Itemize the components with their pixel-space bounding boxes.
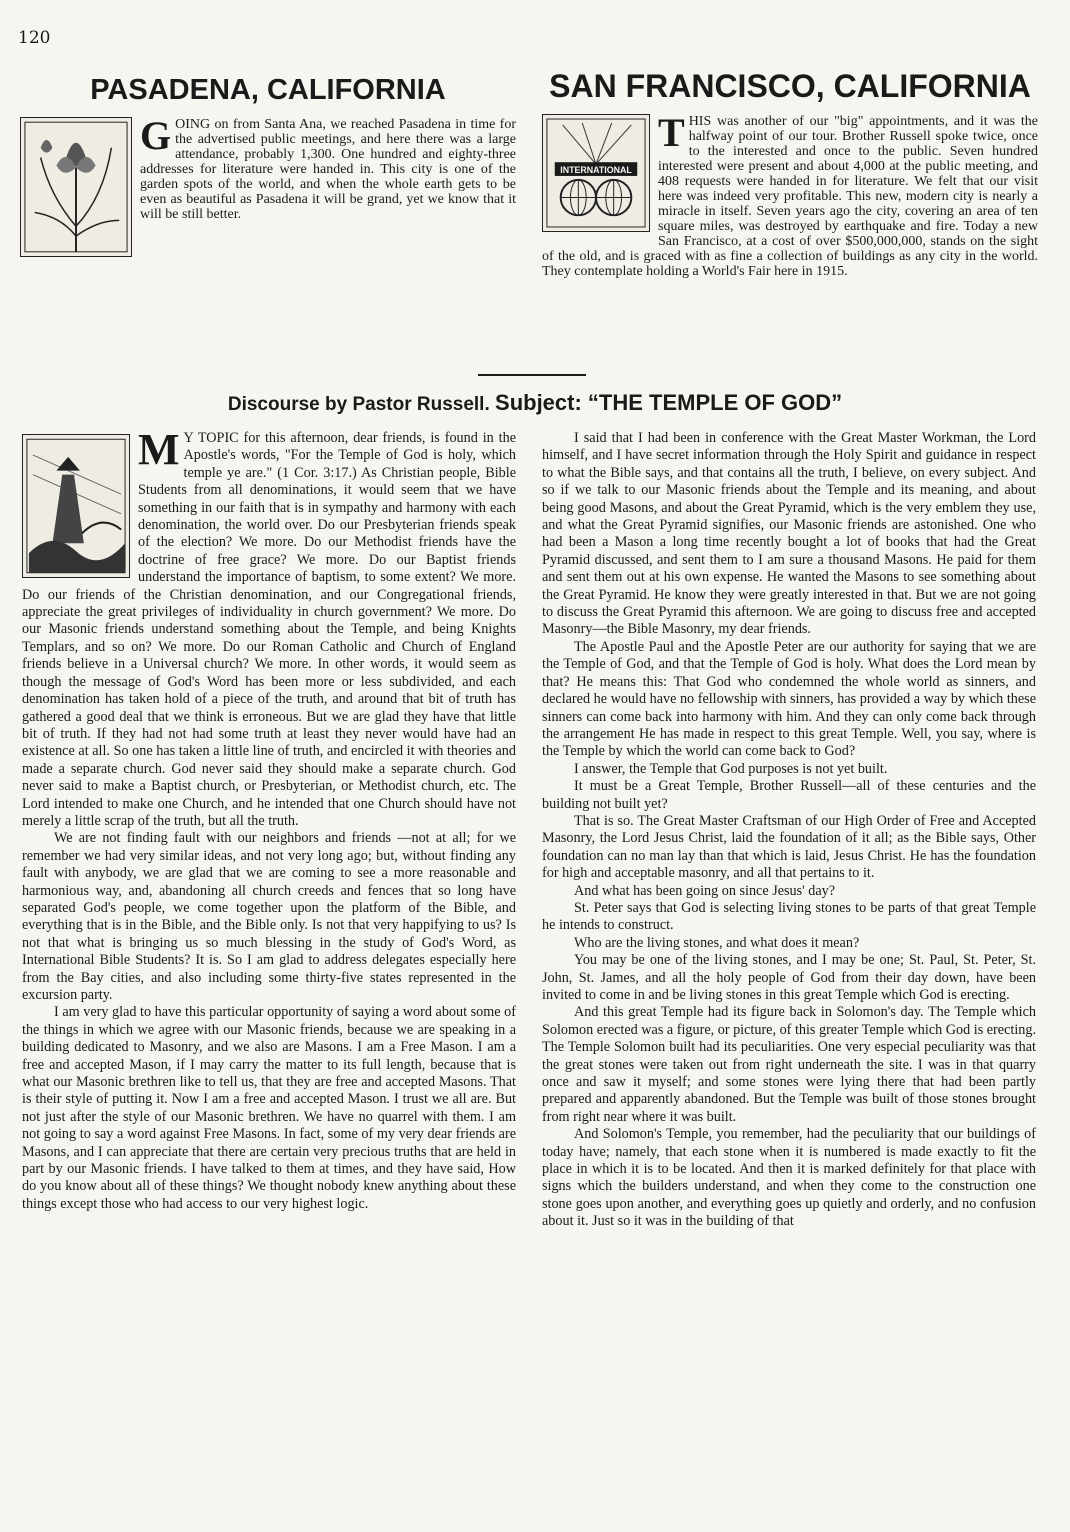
discourse-paragraph-1-text: Y TOPIC for this afternoon, dear friends, is found in the Apostle's words, "For the Temple of God is holy, which temple ye are." (1 Cor. 3:17.) As Christian people, Bible Students from all denominations, it would seem that we have something in our faith that is in sympathy and harmony with each denomination, the world over. Do our Presbyterian friends speak of the election? We more. Do our Methodist friends have the doctrine of free grace? We more. Do our Baptist friends understand the importance of baptism, to some extent? We more. Do our friends of the Christian denomination, and our Congregational friends, appreciate the great privileges of individuality in church government? We more. Do our Masonic friends understand something about the Temple, and being Knights Templars, and so on? We more. Do our Roman Catholic and Church of England friends believe in a Universal church? We more. In other words, it would seem as though the message of God's Word has been more or less subdivided, and each denomination has taken hold of a piece of the truth, and around that bit of truth has gathered a good deal that we think is erroneous. But we are glad they have that little bit of truth. If they had not had some truth at least they never would have had an existence at all. So one has taken a little line of truth, and encircled it with theories and made a separate church. God never said they should make a separate church. God never said to make a Baptist church, or Presbyterian, or Methodist church, etc. The Lord intended to make one Church, and he intended that one Church should have not merely a little scrap of the truth, but all the truth. bbox=[22, 430, 516, 829]
international-globe-emblem bbox=[542, 114, 650, 232]
discourse-right-column bbox=[542, 430, 1036, 1231]
pasadena-paragraph: OING on from Santa Ana, we reached Pasadena in time for the advertised public meetings, and here there was a large attendance, probably 1,300. One hundred and eighty-three addresses for literature were handed in. This city is one of the garden spots of the world, and when the whole earth gets to be even as beautiful as Pasadena it will be grand, yet we know that it will be still better. bbox=[140, 117, 516, 222]
san-francisco-section bbox=[542, 70, 1038, 279]
discourse-title bbox=[0, 390, 1070, 416]
emblem-label: INTERNATIONAL bbox=[560, 165, 632, 175]
san-francisco-paragraph: HIS was another of our "big" appointments, and it was the halfway point of our tour. Brother Russell spoke twice, once to the interested and once to the public. Seven hundred interested were present and about 4,000 at the public meeting, and 408 requests were handed in for literature. We felt that our visit here was indeed very profitable. This new, modern city is nearly a miracle in itself. Seven years ago the city, covering an area of ten square miles, was destroyed by earthquake and fire. Today a new San Francisco, at a cost of over $500,000,000, stands on the sight of the old, and is graced with as fine a collection of buildings as any city in the world. They contemplate holding a World's Fair here in 1915. bbox=[542, 114, 1038, 279]
pasadena-section bbox=[20, 70, 516, 261]
page-number: 120 bbox=[18, 28, 51, 48]
discourse-right-paragraph: And Solomon's Temple, you remember, had the peculiarity that our buildings of today have; namely, that each stone when it is numbered is made exactly to fit the place in which it is to be located. And then it is marked definitely for that place with signs which the builders understand, and when they come to the construction one stone goes upon another, and everything goes up quietly and orderly, and no confusion about it. Just so it was in the building of that bbox=[542, 1126, 1036, 1230]
pasadena-heading: PASADENA, CALIFORNIA bbox=[90, 74, 446, 106]
discourse-paragraph-2: We are not finding fault with our neighbors and friends —not at all; for we remember we had very similar ideas, and not very long ago; but, without finding any fault with anybody, we are glad that we are coming to see a more reasonable and harmonious way, and, abandoning all church creeds and fences that so long have separated God's people, we come together upon the platform of the Bible, and everything that is in the Bible, and the Bible only. Is not that very happifying to us? Is not that what is bringing us so much blessing in the study of God's Word, as International Bible Students? It is. So I am glad to address delegates especially here from the Bay cities, and also including some thirty-five states represented in the excursion party. bbox=[22, 830, 516, 1003]
section-divider bbox=[478, 374, 586, 376]
discourse-dropcap: M bbox=[138, 425, 180, 474]
discourse-right-paragraph: And what has been going on since Jesus' day? bbox=[574, 882, 836, 899]
discourse-right-paragraph: That is so. The Great Master Craftsman of our High Order of Free and Accepted Masonry, the Lord Jesus Christ, laid the foundation of it all; as the Bible says, Other foundation can no man lay than that which is laid, Jesus Christ. He has the foundation for high and acceptable masonry, and all that pertains to it. bbox=[542, 812, 1036, 882]
discourse-subject: Subject: “THE TEMPLE OF GOD” bbox=[495, 390, 843, 415]
discourse-right-paragraph: Who are the living stones, and what does it mean? bbox=[574, 934, 860, 951]
discourse-right-paragraph: You may be one of the living stones, and I may be one; St. Paul, St. Peter, St. John, St. James, and all the holy people of God from their day down, have been invited to come in and be living stones in this great Temple which God is erecting. bbox=[542, 952, 1036, 1003]
discourse-right-paragraph: I answer, the Temple that God purposes is not yet built. bbox=[574, 760, 888, 777]
discourse-title-prefix: Discourse by Pastor Russell. bbox=[227, 394, 490, 415]
discourse-right-paragraph: St. Peter says that God is selecting living stones to be parts of that great Temple he intends to construct. bbox=[542, 899, 1036, 934]
discourse-right-paragraph: It must be a Great Temple, Brother Russell—all of these centuries and the building not built yet? bbox=[542, 778, 1036, 812]
discourse-right-paragraph: I said that I had been in conference with the Great Master Workman, the Lord himself, and I have secret information through the Holy Spirit and guidance in respect to what the Bible says, and that contains all the truth, I believe, on every subject. And so if we talk to our Masonic friends about the Temple and its meaning, and about being good Masons, and about the Great Pyramid, which is the very emblem they use, and what the Great Pyramid signifies, our Masonic friends are astonished. One who had been a Mason a long time recently bought a lot of books that had the Great Pyramid discussed, and sent them to I am sure a thousand Masons. He paid for them and sent them out at his own expense. He wanted the Masons to see something about the Great Pyramid. He know they were greatly interested in that. But we are not going to discuss the Great Pyramid this afternoon. We are going to discuss free and accepted Masonry—the Bible Masonry, my dear friends. bbox=[542, 430, 1036, 638]
discourse-right-paragraph: The Apostle Paul and the Apostle Peter are our authority for saying that we are the Temple of God, and that the Temple of God is holy. What does the Lord mean by that? He means this: That God who condemned the whole world as sinners, and declared he would have no fellowship with sinners, has provided a way by which these sinners can come back into harmony with him. And they can only come back through the arrangement He has made in respect to this great Temple. Well, you say, where is the Temple by which the world can come back to God? bbox=[542, 638, 1036, 760]
pasadena-dropcap: G bbox=[140, 113, 172, 158]
lighthouse-storm-illustration bbox=[22, 434, 130, 578]
discourse-left-column bbox=[22, 425, 516, 1213]
san-francisco-heading: SAN FRANCISCO, CALIFORNIA bbox=[549, 68, 1031, 104]
san-francisco-dropcap: T bbox=[658, 110, 685, 155]
discourse-right-paragraph: And this great Temple had its figure back in Solomon's day. The Temple which Solomon erected was a figure, or picture, of this greater Temple which God is erecting. The Temple Solomon built had its peculiarities. One very especial peculiarity was that the great stones were taken out from right underneath the site. I was in that quarry once and saw it myself; and some stones were lying there that had been partly prepared and apparently abandoned. But the Temple was built of those stones brought from right near where it was built. bbox=[542, 1004, 1036, 1125]
discourse-paragraph-3: I am very glad to have this particular opportunity of saying a word about some of the things in which we agree with our Masonic friends, because we are speaking in a building dedicated to Masonry, and we also are Masons. I am a Free Mason. I am a free and accepted Mason, if I may carry the matter to its full length, because that is what our Masonic brethren like to tell us, that they are free and accepted Masons. That is their style of putting it. Now I am a free and accepted Mason. I trust we all are. But not just after the style of our Masonic brethren. We have no quarrel with them. I am not going to say a word against Free Masons. In fact, some of my very dear friends are Masons, and I can appreciate that there are certain very precious truths that are held in part by our Masonic friends. I have talked to them at times, and they have said, How do you know about all of these things? We thought nobody knew anything about these things except those who had access to our very highest logic. bbox=[22, 1004, 516, 1212]
iris-flower-illustration bbox=[20, 117, 132, 257]
